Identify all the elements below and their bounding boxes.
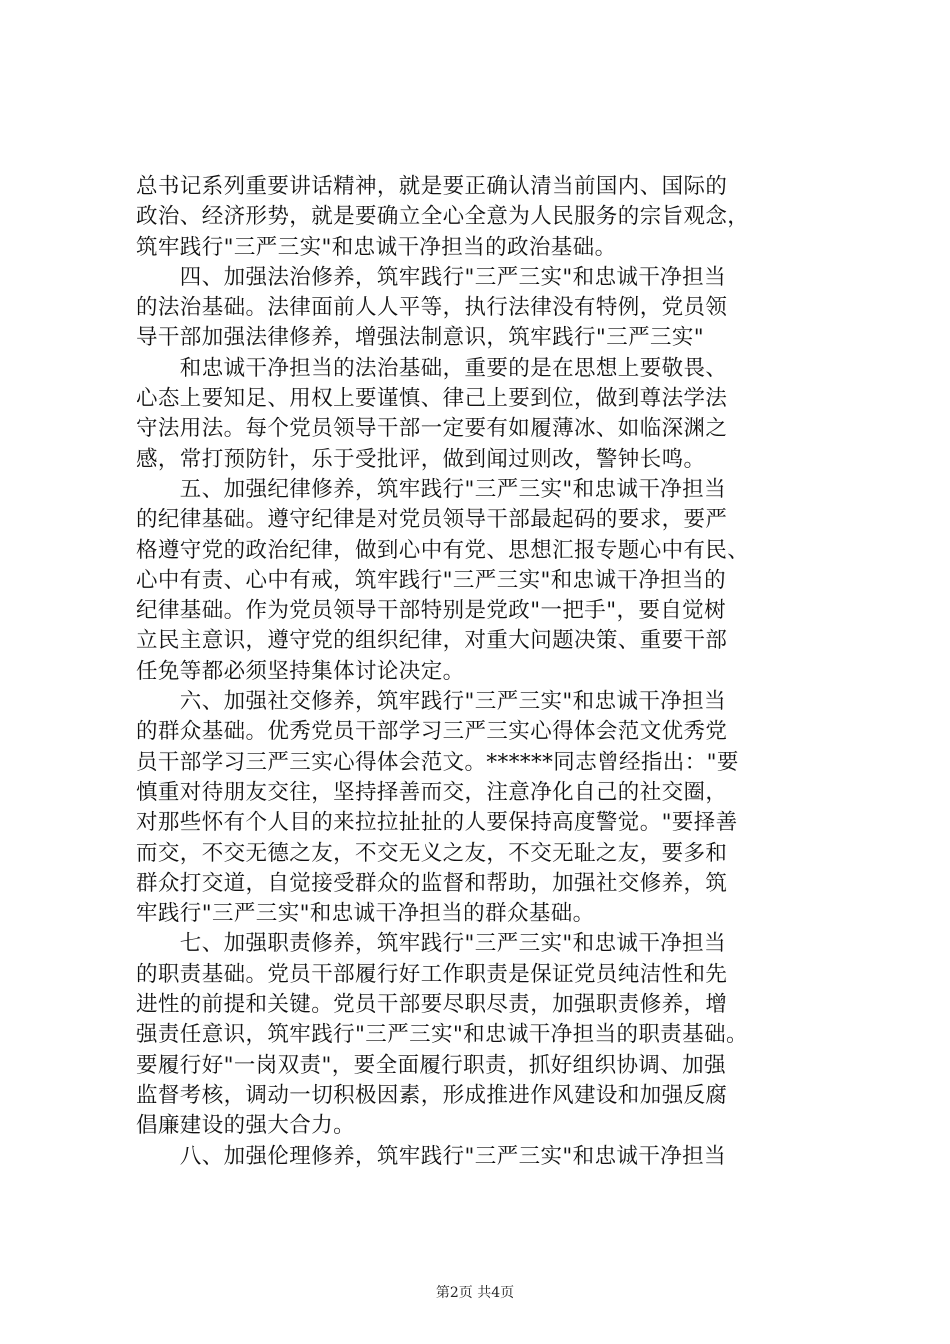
text-line: 八、加强伦理修养，筑牢践行"三严三实"和忠诚干净担当 [136,1143,726,1169]
text-line: 的职责基础。党员干部履行好工作职责是保证党员纯洁性和先 [136,961,728,987]
text-line: 员干部学习三严三实心得体会范文。******同志曾经指出："要 [136,749,739,775]
text-line: 七、加强职责修养，筑牢践行"三严三实"和忠诚干净担当 [136,931,726,957]
text-line: 的纪律基础。遵守纪律是对党员领导干部最起码的要求，要严 [136,507,728,533]
text-line: 对那些怀有个人目的来拉拉扯扯的人要保持高度警觉。"要择善 [136,810,738,836]
text-line: 群众打交道，自觉接受群众的监督和帮助，加强社交修养，筑 [136,870,728,896]
text-line: 倡廉建设的强大合力。 [136,1113,356,1139]
text-line: 牢践行"三严三实"和忠诚干净担当的群众基础。 [136,901,595,927]
text-line: 纪律基础。作为党员领导干部特别是党政"一把手"，要自觉树 [136,598,726,624]
text-line: 慎重对待朋友交往，坚持择善而交，注意净化自己的社交圈， [136,779,728,805]
text-line: 五、加强纪律修养，筑牢践行"三严三实"和忠诚干净担当 [136,476,726,502]
text-line: 四、加强法治修养，筑牢践行"三严三实"和忠诚干净担当 [136,264,726,290]
text-line: 进性的前提和关键。党员干部要尽职尽责，加强职责修养，增 [136,992,728,1018]
text-line: 心中有责、心中有戒，筑牢践行"三严三实"和忠诚干净担当的 [136,567,726,593]
text-line: 要履行好"一岗双责"，要全面履行职责，抓好组织协调、加强 [136,1052,726,1078]
text-line: 格遵守党的政治纪律，做到心中有党、思想汇报专题心中有民、 [136,537,750,563]
page-number-footer: 第2页 共4页 [435,1285,515,1301]
text-line: 筑牢践行"三严三实"和忠诚干净担当的政治基础。 [136,234,617,260]
text-line: 心态上要知足、用权上要谨慎、律己上要到位，做到尊法学法 [136,386,728,412]
text-line: 强责任意识，筑牢践行"三严三实"和忠诚干净担当的职责基础。 [136,1022,748,1048]
text-line: 的法治基础。法律面前人人平等，执行法律没有特例，党员领 [136,295,728,321]
text-line: 守法用法。每个党员领导干部一定要有如履薄冰、如临深渊之 [136,416,728,442]
text-line: 感，常打预防针，乐于受批评，做到闻过则改，警钟长鸣。 [136,446,706,472]
text-line: 六、加强社交修养，筑牢践行"三严三实"和忠诚干净担当 [136,689,726,715]
text-line: 而交，不交无德之友，不交无义之友，不交无耻之友，要多和 [136,840,728,866]
text-line: 任免等都必须坚持集体讨论决定。 [136,658,465,684]
text-line: 政治、经济形势，就是要确立全心全意为人民服务的宗旨观念， [136,204,750,230]
text-line: 和忠诚干净担当的法治基础，重要的是在思想上要敬畏、 [136,355,728,381]
text-line: 的群众基础。优秀党员干部学习三严三实心得体会范文优秀党 [136,719,728,745]
text-line: 立民主意识，遵守党的组织纪律，对重大问题决策、重要干部 [136,628,728,654]
text-line: 导干部加强法律修养，增强法制意识，筑牢践行"三严三实" [136,325,705,351]
text-line: 总书记系列重要讲话精神，就是要正确认清当前国内、国际的 [136,174,728,199]
body-text [136,172,836,1172]
text-line: 监督考核，调动一切积极因素，形成推进作风建设和加强反腐 [136,1082,728,1108]
